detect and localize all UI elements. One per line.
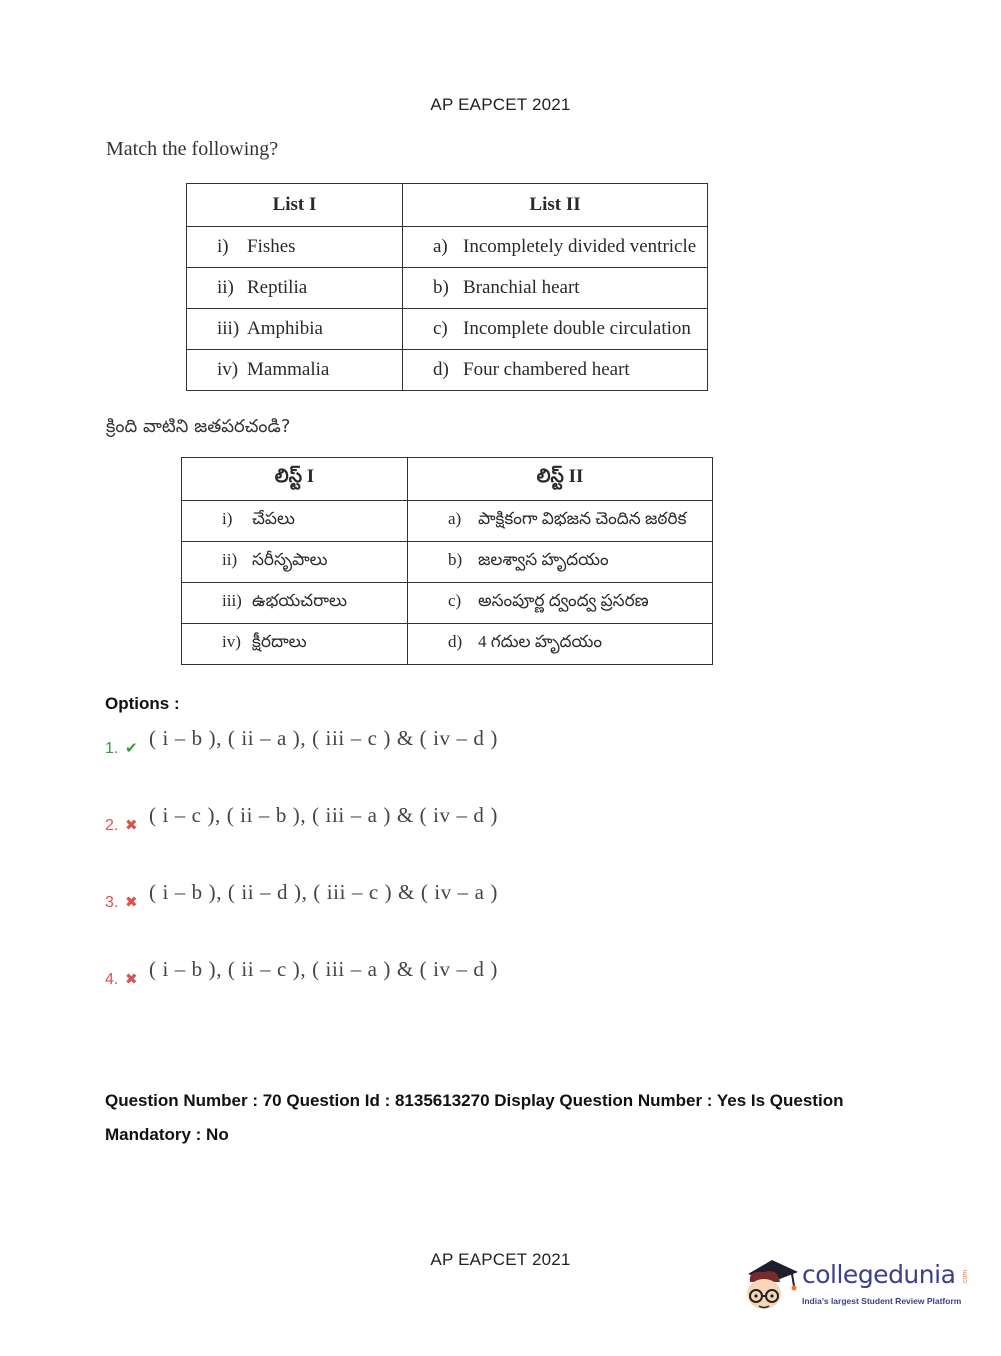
option-text: ( i – b ), ( ii – d ), ( iii – c ) & ( iv – a ) — [149, 880, 498, 904]
row-numeral: iii) — [217, 318, 240, 339]
row-letter: a) — [433, 236, 448, 257]
collegedunia-logo[interactable] — [742, 1252, 972, 1320]
row-letter: c) — [448, 591, 462, 610]
match-table-telugu — [181, 457, 713, 665]
row-letter: d) — [448, 632, 463, 651]
row-letter: b) — [433, 277, 449, 298]
list2-item: Branchial heart — [463, 277, 580, 298]
list1-item: Mammalia — [247, 359, 330, 380]
options-label: Options : — [105, 694, 180, 713]
option-number: 4. — [105, 971, 119, 988]
table-header-list1-telugu: లిస్ట్ I — [182, 458, 408, 501]
table-row — [187, 268, 708, 309]
question-prompt-english: Match the following? — [106, 138, 279, 160]
row-numeral: ii) — [217, 277, 234, 298]
cross-icon: ✖ — [125, 971, 138, 988]
option-number: 1. — [105, 740, 119, 757]
list1-item: Reptilia — [247, 277, 308, 298]
table-row — [187, 309, 708, 350]
row-letter: a) — [448, 509, 462, 528]
table-row — [187, 227, 708, 268]
list2-item: పాక్షికంగా విభజన చెందిన జఠరిక — [478, 509, 687, 528]
logo-tagline: India's largest Student Review Platform — [802, 1296, 962, 1306]
table-row — [182, 542, 713, 583]
logo-domain-suffix: .com — [962, 1269, 970, 1286]
row-numeral: iv) — [217, 359, 239, 380]
row-numeral: iii) — [222, 591, 242, 610]
table-row — [187, 350, 708, 391]
list1-item: చేపలు — [252, 509, 295, 528]
mascot-icon — [742, 1252, 802, 1320]
list2-item: Four chambered heart — [463, 359, 630, 380]
row-letter: d) — [433, 359, 449, 380]
match-table-english — [186, 183, 708, 391]
list2-item: అసంపూర్ణ ద్వంద్వ ప్రసరణ — [478, 591, 649, 610]
row-letter: c) — [433, 318, 448, 339]
cross-icon: ✖ — [125, 817, 138, 834]
question-metadata — [105, 1084, 905, 1152]
option-text: ( i – b ), ( ii – a ), ( iii – c ) & ( iv – d ) — [149, 726, 498, 750]
row-numeral: i) — [222, 509, 233, 528]
table-row — [182, 583, 713, 624]
row-numeral: ii) — [222, 550, 238, 569]
row-letter: b) — [448, 550, 463, 569]
table-header-list1: List I — [187, 184, 403, 227]
row-numeral: iv) — [222, 632, 241, 651]
option-text: ( i – b ), ( ii – c ), ( iii – a ) & ( iv – d ) — [149, 957, 498, 981]
list1-item: క్షీరదాలు — [252, 632, 307, 651]
table-header-list2: List II — [403, 184, 708, 227]
question-prompt-telugu: క్రింది వాటిని జతపరచండి? — [106, 416, 291, 437]
cross-icon: ✖ — [125, 894, 138, 911]
option-number: 2. — [105, 817, 119, 834]
table-header-list2-telugu: లిస్ట్ II — [408, 458, 713, 501]
list2-item: జలశ్వాస హృదయం — [478, 550, 609, 569]
option-text: ( i – c ), ( ii – b ), ( iii – a ) & ( iv – d ) — [149, 803, 498, 827]
page-header-title: AP EAPCET 2021 — [430, 95, 571, 114]
metadata-line-2: Mandatory : No — [105, 1125, 229, 1144]
list2-item: 4 గదుల హృదయం — [478, 632, 603, 651]
list1-item: Amphibia — [247, 318, 323, 339]
logo-wordmark: collegedunia — [802, 1260, 956, 1289]
page-footer-title: AP EAPCET 2021 — [430, 1250, 571, 1269]
option-number: 3. — [105, 894, 119, 911]
list1-item: Fishes — [247, 236, 296, 257]
list2-item: Incomplete double circulation — [463, 318, 691, 339]
list1-item: సరీసృపాలు — [252, 550, 328, 569]
list1-item: ఉభయచరాలు — [252, 591, 347, 610]
row-numeral: i) — [217, 236, 229, 257]
table-row — [182, 501, 713, 542]
table-row — [182, 624, 713, 665]
list2-item: Incompletely divided ventricle — [463, 236, 697, 257]
metadata-line-1: Question Number : 70 Question Id : 8135613270 Display Question Number : Yes Is Question — [105, 1091, 844, 1110]
checkmark-icon: ✔ — [125, 740, 138, 757]
